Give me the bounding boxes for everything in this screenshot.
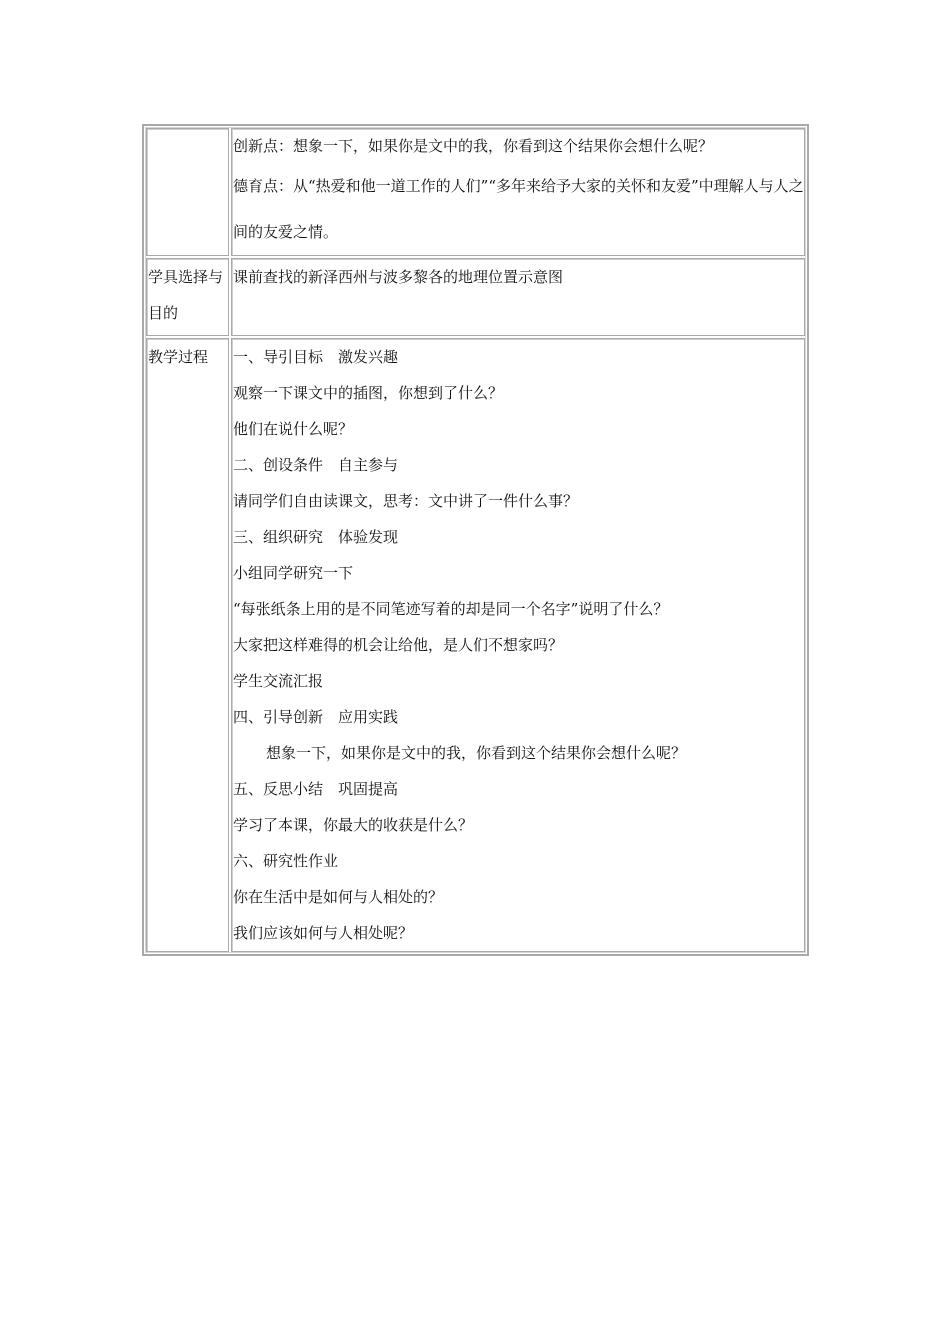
process-heading: 五、反思小结 巩固提高 xyxy=(233,780,399,798)
process-line: 他们在说什么呢？ xyxy=(233,420,354,438)
process-line: 想象一下，如果你是文中的我，你看到这个结果你会想什么呢？ xyxy=(266,744,687,762)
process-line: 小组同学研究一下 xyxy=(233,564,354,582)
process-line: 你在生活中是如何与人相处的？ xyxy=(233,888,444,906)
row-label: 教学过程 xyxy=(148,348,209,366)
row-label: 学具选择与目的 xyxy=(148,268,224,322)
process-heading: 四、引导创新 应用实践 xyxy=(233,708,399,726)
process-heading: 二、创设条件 自主参与 xyxy=(233,456,399,474)
process-line: 学生交流汇报 xyxy=(233,672,324,690)
process-heading: 三、组织研究 体验发现 xyxy=(233,528,399,546)
table-row-process xyxy=(146,338,805,952)
process-heading: 一、导引目标 激发兴趣 xyxy=(233,348,399,366)
row-label-cell xyxy=(146,258,229,336)
row-label-cell xyxy=(146,128,229,256)
row-content-cell xyxy=(231,128,805,256)
process-line: 请同学们自由读课文，思考：文中讲了一件什么事？ xyxy=(233,492,579,510)
process-line: 观察一下课文中的插图，你想到了什么？ xyxy=(233,384,504,402)
table-row-innovation xyxy=(146,128,805,256)
materials-text: 课前查找的新泽西州与波多黎各的地理位置示意图 xyxy=(233,268,564,286)
row-content-cell xyxy=(231,338,805,952)
table-row-materials xyxy=(146,258,805,336)
row-label-cell xyxy=(146,338,229,952)
process-line: 我们应该如何与人相处呢？ xyxy=(233,924,414,942)
lesson-plan-table xyxy=(142,124,809,956)
row-content-cell xyxy=(231,258,805,336)
process-line: 学习了本课，你最大的收获是什么？ xyxy=(233,816,474,834)
innovation-point-text: 创新点：想象一下，如果你是文中的我，你看到这个结果你会想什么呢？ xyxy=(233,137,714,155)
process-heading: 六、研究性作业 xyxy=(233,852,339,870)
moral-point-text: 德育点：从“热爱和他一道工作的人们”“多年来给予大家的关怀和友爱”中理解人与人之间的友爱之情。 xyxy=(233,177,804,241)
process-line: “每张纸条上用的是不同笔迹写着的却是同一个名字”说明了什么？ xyxy=(233,600,669,618)
process-line: 大家把这样难得的机会让给他，是人们不想家吗？ xyxy=(233,636,564,654)
